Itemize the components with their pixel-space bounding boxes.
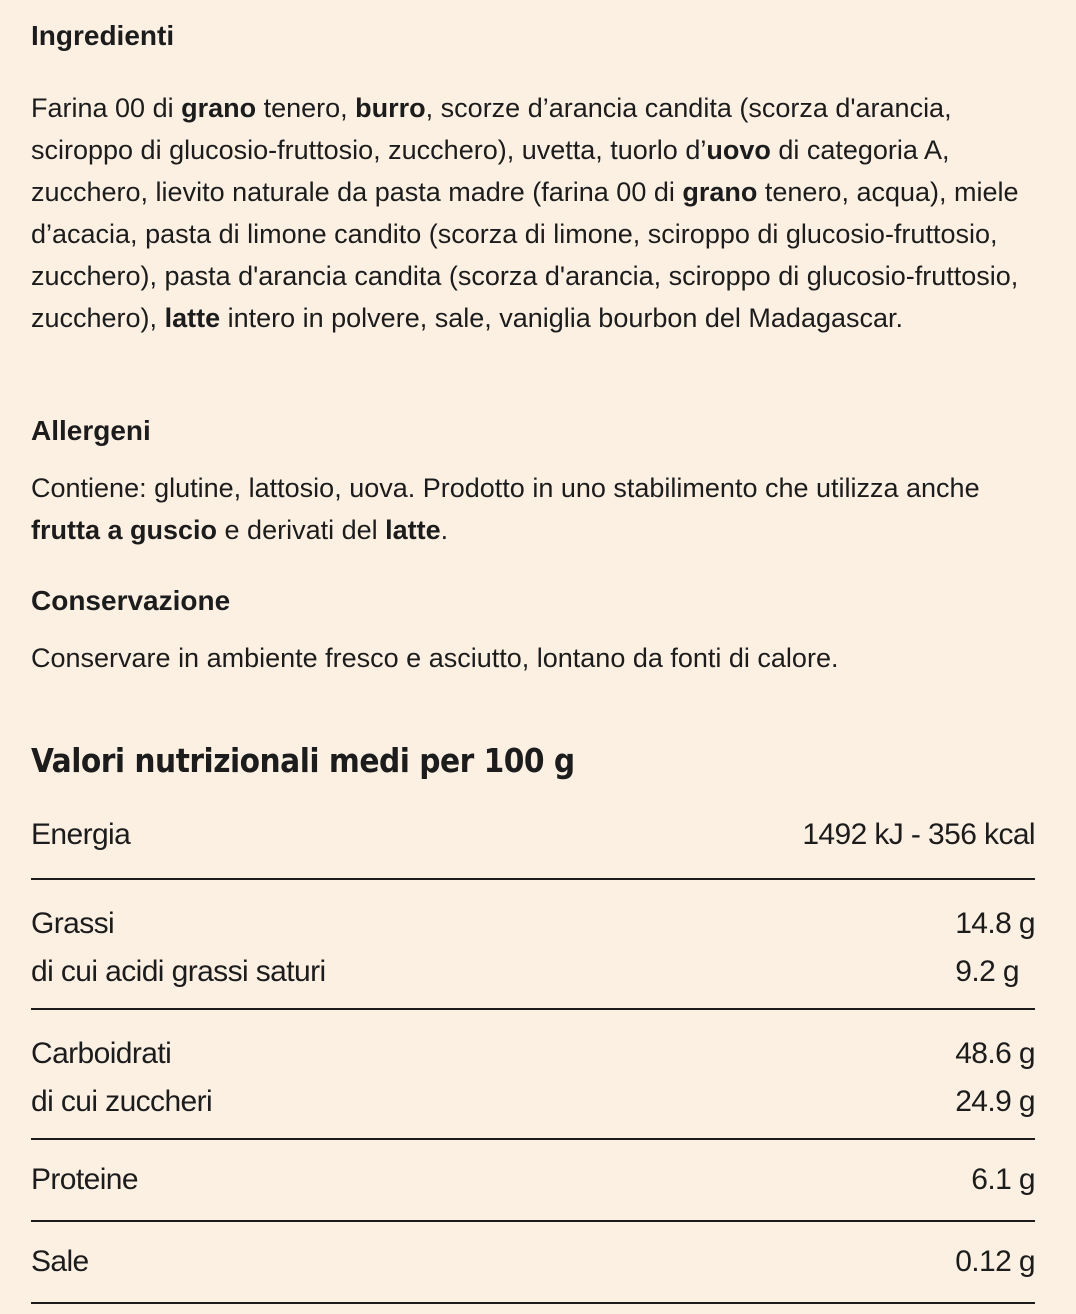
sugars-value: 24.9 g [955, 1085, 1035, 1118]
salt-value: 0.12 g [955, 1245, 1035, 1278]
allergens-title: Allergeni [31, 415, 151, 446]
salt-label: Sale [31, 1245, 89, 1278]
nutrition-row-fat [31, 900, 1035, 948]
nutrition-row-sugars [31, 1078, 1035, 1126]
bold-allergen-word: latte [164, 303, 221, 333]
nutrition-group-protein [31, 1140, 1035, 1222]
nutrition-row-protein [31, 1160, 1035, 1200]
nutrition-row-salt [31, 1242, 1035, 1282]
nutrition-table [31, 797, 1035, 1304]
carbs-label: Carboidrati [31, 1037, 172, 1070]
bold-allergen-word: grano [181, 93, 257, 123]
protein-label: Proteine [31, 1163, 138, 1196]
bold-allergen-word: burro [355, 93, 426, 123]
allergens-text: Contiene: glutine, lattosio, uova. Prodotto in uno stabilimento che utilizza anche frutta a guscio e derivati del latte. [31, 473, 980, 545]
fat-label: Grassi [31, 907, 115, 940]
nutrition-group-carbs [31, 1010, 1035, 1140]
nutrition-group-salt [31, 1222, 1035, 1304]
saturated-value: 9.2 g [955, 955, 1019, 988]
storage-text: Conservare in ambiente fresco e asciutto, lontano da fonti di calore. [31, 643, 839, 673]
ingredients-text: Farina 00 di grano tenero, burro, scorze d’arancia candita (scorza d'arancia, sciroppo di glucosio-fruttosio, zucchero), uvetta, tuorlo d’uovo di categoria A, zucchero, lievito naturale da pasta madre (farina 00 di grano tenero, acqua), miele d’acacia, pasta di limone candito (scorza di limone, sciroppo di glucosio-fruttosio, zucchero), pasta d'arancia candita (scorza d'arancia, sciroppo di glucosio-fruttosio, zucchero), latte intero in polvere, sale, vaniglia bourbon del Madagascar. [31, 93, 1019, 333]
bold-allergen-word: frutta a guscio [31, 515, 218, 545]
bold-allergen-word: grano [682, 177, 758, 207]
bold-allergen-word: latte [385, 515, 441, 545]
sugars-label: di cui zuccheri [31, 1085, 213, 1118]
carbs-value: 48.6 g [955, 1037, 1035, 1070]
nutrition-title: Valori nutrizionali medi per 100 g [31, 741, 575, 780]
nutrition-group-energy [31, 797, 1035, 880]
nutrition-group-fat [31, 880, 1035, 1010]
storage-title: Conservazione [31, 585, 231, 616]
energy-label: Energia [31, 818, 131, 851]
fat-value: 14.8 g [955, 907, 1035, 940]
nutrition-row-saturated [31, 948, 1035, 996]
energy-value: 1492 kJ - 356 kcal [802, 818, 1035, 851]
ingredients-title: Ingredienti [31, 20, 175, 51]
nutrition-row-energy [31, 815, 1035, 855]
protein-value: 6.1 g [971, 1163, 1035, 1196]
nutrition-row-carbs [31, 1030, 1035, 1078]
bold-allergen-word: uovo [706, 135, 771, 165]
saturated-label: di cui acidi grassi saturi [31, 955, 326, 988]
